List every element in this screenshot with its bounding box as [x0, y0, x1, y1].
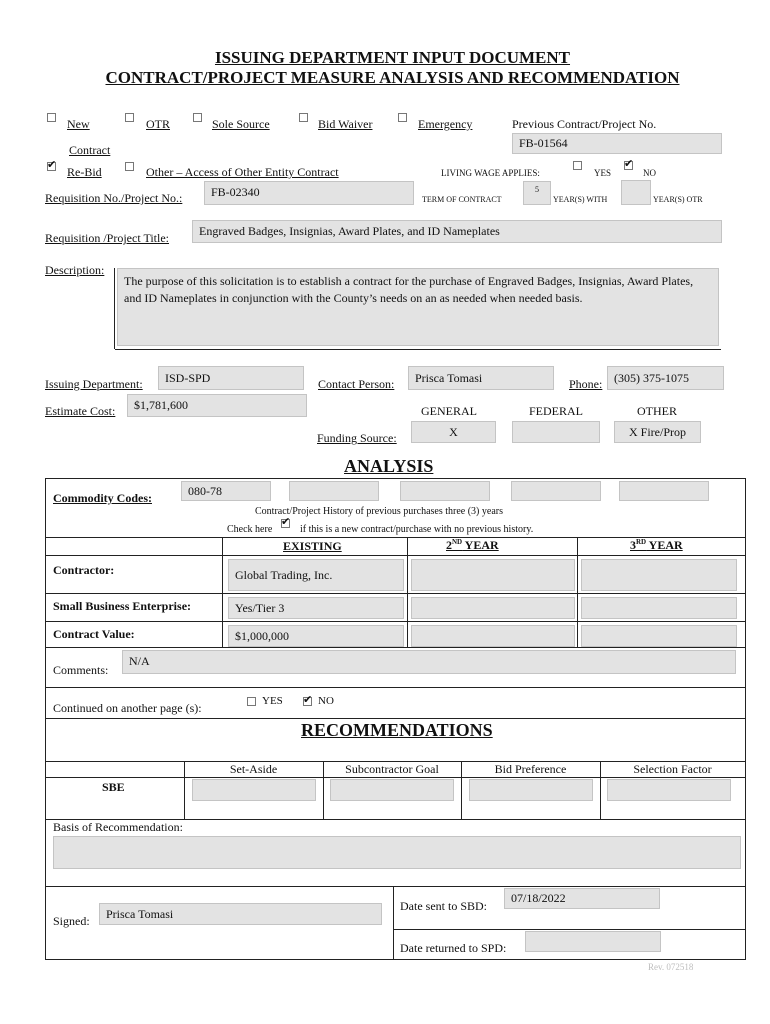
- emergency-checkbox[interactable]: [398, 113, 407, 122]
- emergency-label: Emergency: [418, 117, 473, 131]
- sole-source-checkbox[interactable]: [193, 113, 202, 122]
- form-bottom-border: [45, 959, 746, 960]
- recommendations-header-bottom: [45, 777, 746, 778]
- funding-other-label: OTHER: [637, 404, 677, 418]
- rebid-label: Re-Bid: [67, 165, 102, 179]
- funding-source-label: Funding Source:: [317, 431, 397, 445]
- contractor-existing-field[interactable]: Global Trading, Inc.: [228, 559, 404, 591]
- date-returned-field[interactable]: [525, 931, 661, 952]
- col-3rd-year-header: 3RD YEAR: [630, 538, 683, 552]
- rec-selection-factor-field[interactable]: [607, 779, 731, 801]
- contractor-row-bottom: [45, 593, 746, 594]
- living-wage-yes-checkbox[interactable]: [573, 161, 582, 170]
- document-title-line1: ISSUING DEPARTMENT INPUT DOCUMENT: [214, 48, 571, 67]
- estimate-cost-field[interactable]: $1,781,600: [127, 394, 307, 417]
- date-sent-label: Date sent to SBD:: [400, 899, 487, 913]
- contract-value-label: Contract Value:: [53, 627, 135, 641]
- term-years-field[interactable]: 5: [523, 181, 551, 205]
- funding-general-label: GENERAL: [421, 404, 477, 418]
- history-text: Contract/Project History of previous purchases three (3) years: [255, 506, 503, 517]
- funding-federal-label: FEDERAL: [529, 404, 583, 418]
- description-label: Description:: [45, 263, 105, 277]
- signed-date-divider: [393, 886, 394, 959]
- term-years-with-label: YEAR(S) WITH: [553, 195, 608, 204]
- rec-bid-preference-field[interactable]: [469, 779, 593, 801]
- commodity-code-5[interactable]: [619, 481, 709, 501]
- description-underline: [115, 349, 721, 350]
- living-wage-no-checkbox[interactable]: [624, 161, 633, 170]
- signed-label: Signed:: [53, 914, 90, 928]
- previous-contract-field[interactable]: FB-01564: [512, 133, 722, 154]
- sbe-3rd-year-field[interactable]: [581, 597, 737, 619]
- rec-col-set-aside: Set-Aside: [229, 762, 278, 776]
- new-label-contract: Contract: [69, 143, 111, 157]
- rec-col-bid-preference: Bid Preference: [494, 762, 567, 776]
- basis-field[interactable]: [53, 836, 741, 869]
- col-divider-2: [407, 537, 408, 647]
- project-title-label: Requisition /Project Title:: [45, 231, 170, 245]
- funding-federal-field[interactable]: [512, 421, 600, 443]
- otr-checkbox[interactable]: [125, 113, 134, 122]
- requisition-field[interactable]: FB-02340: [204, 181, 414, 205]
- rec-col-selection-factor: Selection Factor: [633, 762, 712, 776]
- term-otr-field[interactable]: [621, 180, 651, 205]
- description-left-border: [114, 268, 115, 349]
- comments-label: Comments:: [53, 663, 109, 677]
- contract-value-3rd-year-field[interactable]: [581, 625, 737, 647]
- term-otr-label: YEAR(S) OTR: [653, 195, 703, 204]
- col-divider-3: [577, 537, 578, 647]
- col-existing-header: EXISTING: [283, 539, 342, 553]
- contractor-3rd-year-field[interactable]: [581, 559, 737, 591]
- funding-general-field[interactable]: X: [411, 421, 496, 443]
- contract-value-row-bottom: [45, 647, 746, 648]
- analysis-top-border: [45, 478, 746, 479]
- contact-person-label: Contact Person:: [318, 377, 395, 391]
- rec-subcontractor-goal-field[interactable]: [330, 779, 454, 801]
- check-here-label: Check here: [227, 524, 273, 535]
- continued-yes-checkbox[interactable]: [247, 697, 256, 706]
- contact-person-field[interactable]: Prisca Tomasi: [408, 366, 554, 390]
- commodity-code-1[interactable]: 080-78: [181, 481, 271, 501]
- date-sent-row-bottom: [393, 929, 746, 930]
- living-wage-yes-label: YES: [594, 168, 612, 178]
- history-header-bottom: [45, 555, 746, 556]
- living-wage-no-label: NO: [643, 168, 656, 178]
- new-checkbox[interactable]: [47, 113, 56, 122]
- issuing-department-field[interactable]: ISD-SPD: [158, 366, 304, 390]
- phone-label: Phone:: [569, 377, 603, 391]
- document-title-line2: CONTRACT/PROJECT MEASURE ANALYSIS AND RECOMMENDATION: [105, 68, 680, 87]
- otr-label: OTR: [146, 117, 170, 131]
- contractor-2nd-year-field[interactable]: [411, 559, 575, 591]
- continued-no-checkbox[interactable]: [303, 697, 312, 706]
- rebid-checkbox[interactable]: [47, 162, 56, 171]
- rec-row-sbe-label: SBE: [102, 780, 125, 794]
- issuing-department-label: Issuing Department:: [45, 377, 143, 391]
- term-label: TERM OF CONTRACT: [422, 195, 502, 204]
- requisition-label: Requisition No./Project No.:: [45, 191, 183, 205]
- other-label: Other – Access of Other Entity Contract: [146, 165, 339, 179]
- new-label: New: [67, 117, 90, 131]
- continued-yes-label: YES: [262, 695, 283, 707]
- funding-other-field[interactable]: X Fire/Prop: [614, 421, 701, 443]
- other-checkbox[interactable]: [125, 162, 134, 171]
- continued-label: Continued on another page (s):: [53, 701, 202, 715]
- continued-row-bottom: [45, 718, 746, 719]
- basis-label: Basis of Recommendation:: [53, 820, 183, 834]
- phone-field[interactable]: (305) 375-1075: [607, 366, 724, 390]
- recommendations-title: RECOMMENDATIONS: [301, 720, 493, 740]
- commodity-code-3[interactable]: [400, 481, 490, 501]
- col-divider-1: [222, 537, 223, 647]
- sole-source-label: Sole Source: [212, 117, 270, 131]
- sbe-existing-field[interactable]: Yes/Tier 3: [228, 597, 404, 619]
- new-contract-checkbox[interactable]: [281, 519, 290, 528]
- contract-value-2nd-year-field[interactable]: [411, 625, 575, 647]
- estimate-cost-label: Estimate Cost:: [45, 404, 116, 418]
- comments-field[interactable]: N/A: [122, 650, 736, 674]
- commodity-codes-label: Commodity Codes:: [53, 491, 152, 505]
- signed-field[interactable]: Prisca Tomasi: [99, 903, 382, 925]
- col-2nd-year-header: 2ND YEAR: [446, 538, 499, 552]
- sbe-row-bottom: [45, 621, 746, 622]
- sbe-2nd-year-field[interactable]: [411, 597, 575, 619]
- commodity-code-4[interactable]: [511, 481, 601, 501]
- bid-waiver-checkbox[interactable]: [299, 113, 308, 122]
- new-contract-text: if this is a new contract/purchase with no previous history.: [300, 524, 534, 535]
- contract-value-existing-field[interactable]: $1,000,000: [228, 625, 404, 647]
- sbe-label: Small Business Enterprise:: [53, 599, 192, 613]
- description-field[interactable]: The purpose of this solicitation is to establish a contract for the purchase of Engraved Badges, Insignias, Award Plates, and ID Nameplates in conjunction with the County’s needs on an as needed when needed basis.: [117, 268, 719, 346]
- contractor-label: Contractor:: [53, 563, 115, 577]
- date-returned-label: Date returned to SPD:: [400, 941, 507, 955]
- date-sent-field[interactable]: 07/18/2022: [504, 888, 660, 909]
- analysis-title: ANALYSIS: [344, 456, 434, 476]
- comments-row-bottom: [45, 687, 746, 688]
- previous-contract-label: Previous Contract/Project No.: [512, 117, 657, 131]
- project-title-field[interactable]: Engraved Badges, Insignias, Award Plates, and ID Nameplates: [192, 220, 722, 243]
- bid-waiver-label: Bid Waiver: [318, 117, 373, 131]
- rec-col-subcontractor-goal: Subcontractor Goal: [345, 762, 439, 776]
- continued-no-label: NO: [318, 695, 334, 707]
- commodity-code-2[interactable]: [289, 481, 379, 501]
- revision-label: Rev. 072518: [648, 962, 694, 972]
- rec-set-aside-field[interactable]: [192, 779, 316, 801]
- basis-row-bottom: [45, 886, 746, 887]
- living-wage-label: LIVING WAGE APPLIES:: [441, 168, 540, 178]
